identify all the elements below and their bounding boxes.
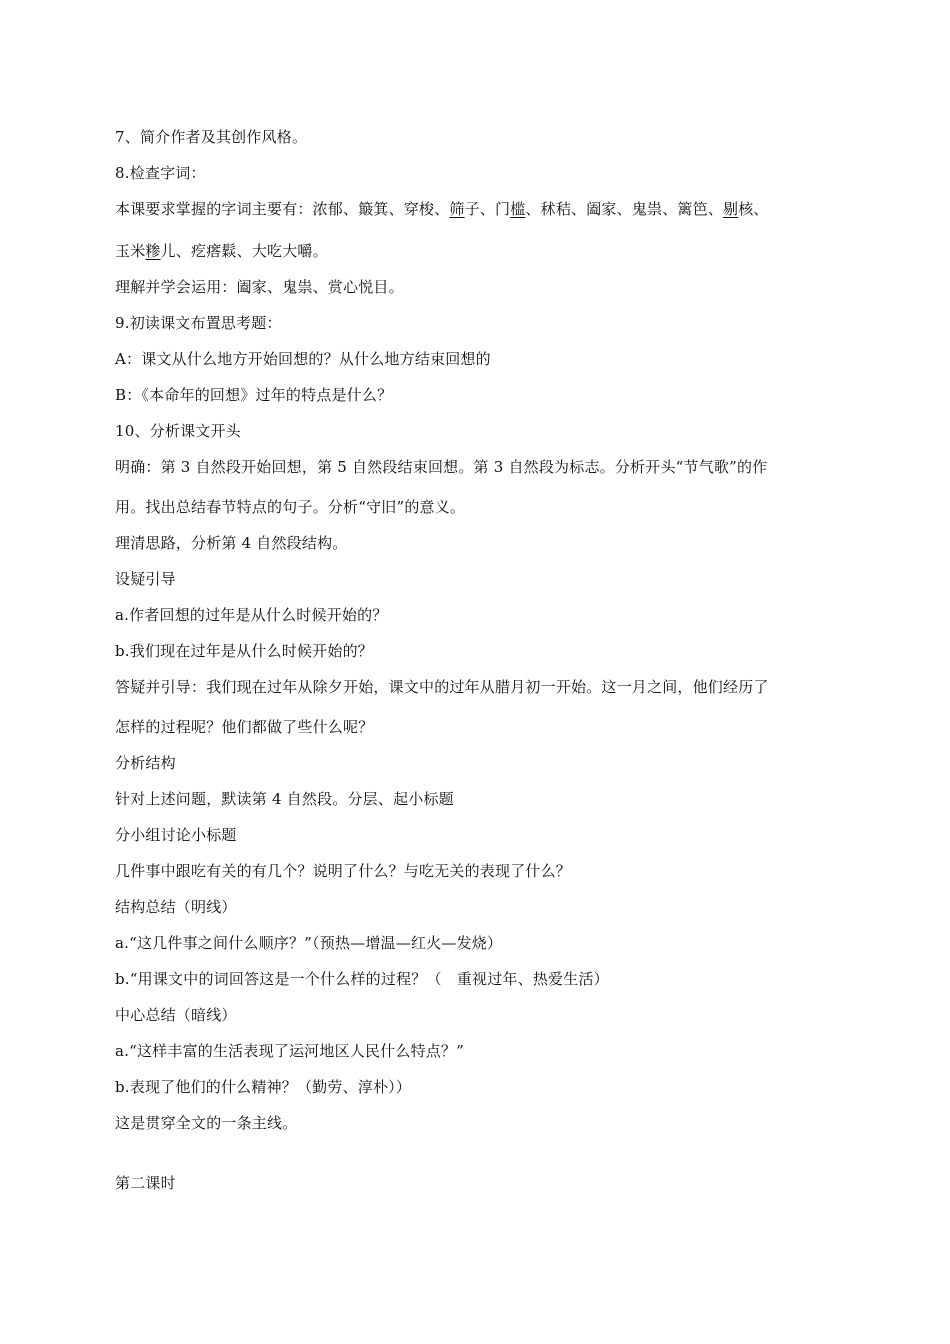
line-structure-heading: 分析结构 xyxy=(115,754,176,772)
underlined-character: 剔 xyxy=(723,200,739,218)
line-structure-summary-a: a.“这几件事之间什么顺序？”（预热—增温—红火—发烧） xyxy=(115,934,503,952)
line-second-lesson-heading: 第二课时 xyxy=(115,1174,176,1192)
line-question-a: A：课文从什么地方开始回想的？从什么地方结束回想的 xyxy=(115,350,491,368)
line-vocabulary-list xyxy=(115,199,769,219)
line-vocabulary-continued xyxy=(115,241,328,261)
underlined-character: 糁 xyxy=(145,242,161,260)
line-theme-summary-b: b.表现了他们的什么精神？（勤劳、淳朴）） xyxy=(115,1078,412,1096)
line-section-7: 7、简介作者及其创作风格。 xyxy=(115,128,308,146)
line-structure-summary-heading: 结构总结（明线） xyxy=(115,898,237,916)
line-main-thread: 这是贯穿全文的一条主线。 xyxy=(115,1114,298,1132)
line-section-8-heading: 8.检查字词： xyxy=(115,164,206,182)
line-answer: 答疑并引导：我们现在过年从除夕开始，课文中的过年从腊月初一开始。这一月之间，他们经历了 xyxy=(115,678,769,696)
line-structure-intro: 理清思路，分析第 4 自然段结构。 xyxy=(115,534,348,552)
line-usage-words: 理解并学会运用：阖家、鬼祟、赏心悦目。 xyxy=(115,278,404,296)
line-answer-continued: 怎样的过程呢？他们都做了些什么呢？ xyxy=(115,718,374,736)
vocabulary-text: 儿、疙瘩鬏、大吃大嚼。 xyxy=(160,242,328,260)
underlined-character: 槛 xyxy=(510,200,526,218)
line-guidance-heading: 设疑引导 xyxy=(115,570,176,588)
line-reading-task: 针对上述问题，默读第 4 自然段。分层、起小标题 xyxy=(115,790,454,808)
line-theme-summary-a: a.“这样丰富的生活表现了运河地区人民什么特点？” xyxy=(115,1042,465,1060)
vocabulary-text: 核、 xyxy=(738,200,769,218)
vocabulary-text: 本课要求掌握的字词主要有：浓郁、簸箕、穿梭、 xyxy=(115,200,450,218)
vocabulary-text: 玉米 xyxy=(115,242,146,260)
vocabulary-text: 子、门 xyxy=(464,200,511,218)
underlined-character: 筛 xyxy=(449,200,465,218)
line-group-discussion: 分小组讨论小标题 xyxy=(115,826,237,844)
line-theme-summary-heading: 中心总结（暗线） xyxy=(115,1006,237,1024)
line-question-b: B：《本命年的回想》过年的特点是什么？ xyxy=(115,386,393,404)
line-guidance-b: b.我们现在过年是从什么时候开始的？ xyxy=(115,642,373,660)
line-discussion-question: 几件事中跟吃有关的有几个？说明了什么？与吃无关的表现了什么？ xyxy=(115,862,572,880)
vocabulary-text: 、秫秸、阖家、鬼祟、篱笆、 xyxy=(525,200,724,218)
line-structure-summary-b: b.“用课文中的词回答这是一个什么样的过程？（ 重视过年、热爱生活） xyxy=(115,970,609,988)
line-section-9-heading: 9.初读课文布置思考题： xyxy=(115,314,282,332)
line-section-10-heading: 10、分析课文开头 xyxy=(115,422,241,440)
line-clarification: 明确：第 3 自然段开始回想，第 5 自然段结束回想。第 3 自然段为标志。分析开头“节气歌”的作 xyxy=(115,458,768,476)
line-clarification-continued: 用。找出总结春节特点的句子。分析“守旧”的意义。 xyxy=(115,498,466,516)
line-guidance-a: a.作者回想的过年是从什么时候开始的？ xyxy=(115,606,388,624)
